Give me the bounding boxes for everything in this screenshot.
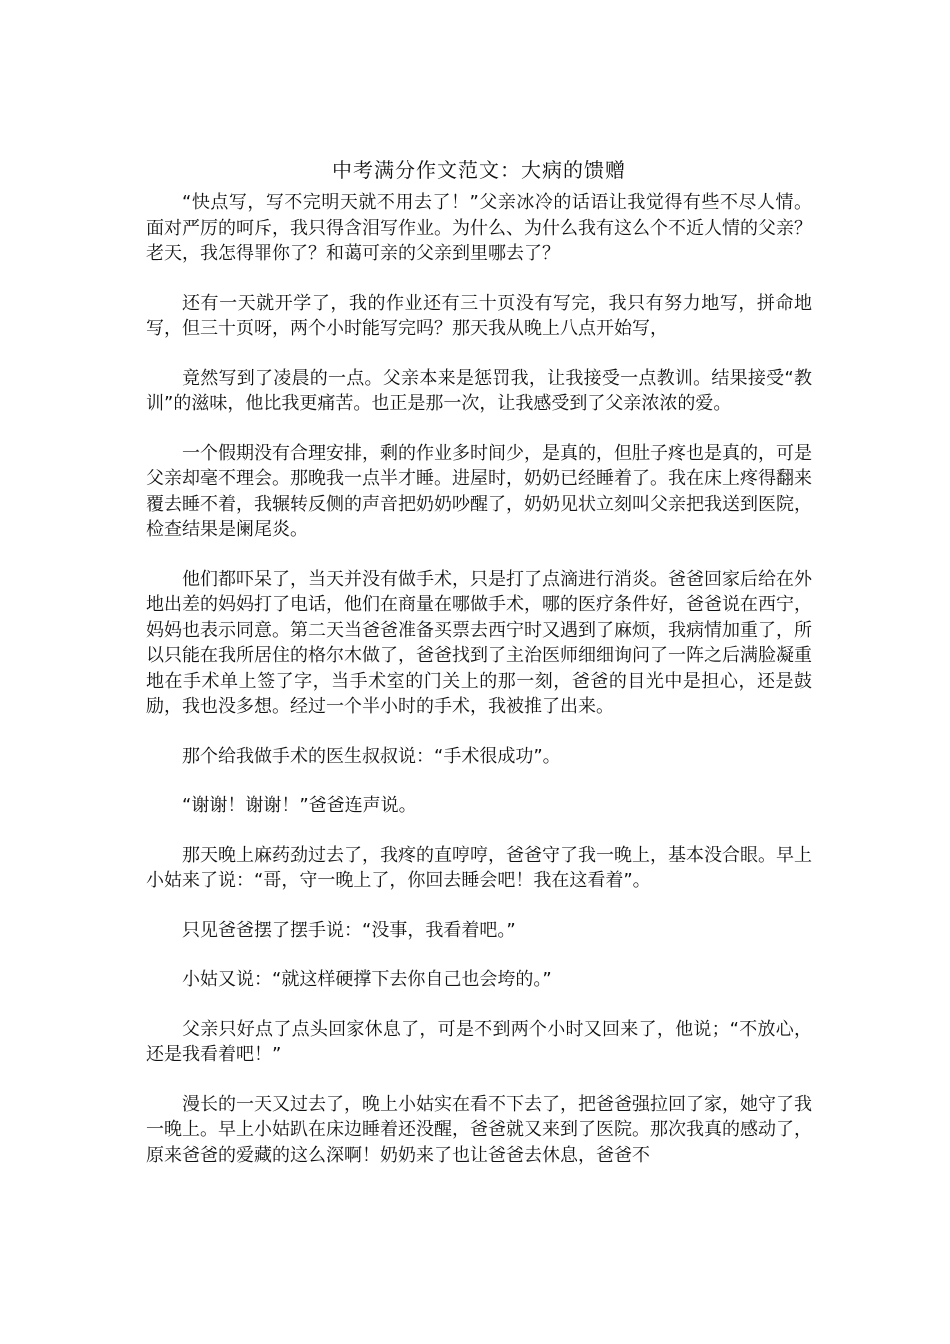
paragraph-10: 小姑又说：“就这样硬撑下去你自己也会垮的。”	[182, 969, 552, 990]
document-title: 中考满分作文范文：大病的馈赠	[332, 158, 626, 182]
paragraph-7: “谢谢！谢谢！”爸爸连声说。	[182, 795, 417, 816]
paragraph-9: 只见爸爸摆了摆手说：“没事，我看着吧。”	[182, 919, 516, 941]
paragraph-8: 那天晚上麻药劲过去了，我疼的直哼哼，爸爸守了我一晚上，基本没合眼。早上小姑来了说：“哥，守一晚上了，你回去睡会吧！我在这看着”。	[146, 844, 812, 891]
paragraph-1: “快点写，写不完明天就不用去了！”父亲冰冷的话语让我觉得有些不尽人情。面对严厉的呵斥，我只得含泪写作业。为什么、为什么我有这么个不近人情的父亲？老天，我怎得罪你了？和蔼可亲的父亲到里哪去了？	[146, 192, 812, 264]
paragraph-11: 父亲只好点了点头回家休息了，可是不到两个小时又回来了，他说；“不放心，还是我看着吧！”	[146, 1018, 812, 1065]
document-page	[146, 156, 812, 1192]
paragraph-6: 那个给我做手术的医生叔叔说：“手术很成功”。	[182, 745, 561, 767]
paragraph-4: 一个假期没有合理安排，剩的作业多时间少，是真的，但肚子疼也是真的，可是父亲却毫不理会。那晚我一点半才睡。进屋时，奶奶已经睡着了。我在床上疼得翻来覆去睡不着，我辗转反侧的声音把奶奶吵醒了，奶奶见状立刻叫父亲把我送到医院，检查结果是阑尾炎。	[146, 442, 812, 540]
paragraph-2: 还有一天就开学了，我的作业还有三十页没有写完，我只有努力地写，拼命地写，但三十页呀，两个小时能写完吗？那天我从晚上八点开始写，	[146, 292, 812, 339]
paragraph-5: 他们都吓呆了，当天并没有做手术，只是打了点滴进行消炎。爸爸回家后给在外地出差的妈妈打了电话，他们在商量在哪做手术，哪的医疗条件好，爸爸说在西宁，妈妈也表示同意。第二天当爸爸准备买票去西宁时又遇到了麻烦，我病情加重了，所以只能在我所居住的格尔木做了，爸爸找到了主治医师细细询问了一阵之后满脸凝重地在手术单上签了字，当手术室的门关上的那一刻，爸爸的目光中是担心，还是鼓励，我也没多想。经过一个半小时的手术，我被推了出来。	[146, 568, 812, 717]
paragraph-12: 漫长的一天又过去了，晚上小姑实在看不下去了，把爸爸强拉回了家，她守了我一晚上。早上小姑趴在床边睡着还没醒，爸爸就又来到了医院。那次我真的感动了，原来爸爸的爱藏的这么深啊！奶奶来了也让爸爸去休息，爸爸不	[146, 1093, 812, 1166]
paragraph-3: 竟然写到了凌晨的一点。父亲本来是惩罚我，让我接受一点教训。结果接受“教训”的滋味，他比我更痛苦。也正是那一次，让我感受到了父亲浓浓的爱。	[146, 367, 812, 414]
